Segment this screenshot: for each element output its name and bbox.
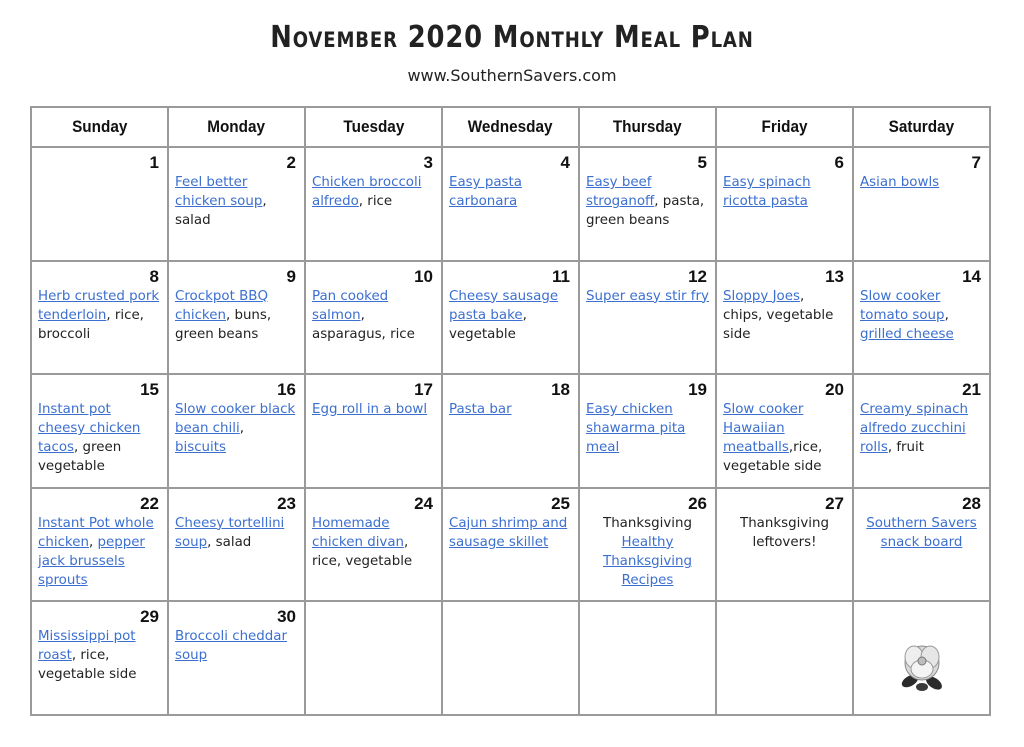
day-cell-4 <box>442 147 579 261</box>
meal-text <box>860 514 983 552</box>
day-number: 26 <box>688 493 707 513</box>
day-number: 27 <box>825 493 844 513</box>
recipe-link[interactable]: Broccoli cheddar soup <box>175 629 288 664</box>
calendar-week-row <box>31 261 990 375</box>
meal-text <box>723 514 846 552</box>
day-number: 13 <box>825 266 844 286</box>
recipe-link[interactable]: Super easy stir fry <box>586 288 709 304</box>
side-dish-text: Thanksgiving leftovers! <box>740 515 829 550</box>
day-cell-13 <box>716 261 853 375</box>
day-number: 20 <box>825 380 844 400</box>
day-number: 21 <box>962 380 981 400</box>
recipe-link[interactable]: Cheesy tortellini soup <box>175 515 285 550</box>
day-cell-26 <box>579 488 716 602</box>
meal-text <box>312 287 435 344</box>
recipe-link[interactable]: Easy pasta carbonara <box>449 175 522 209</box>
recipe-link[interactable]: Instant pot cheesy chicken tacos <box>38 402 141 456</box>
recipe-link[interactable]: Slow cooker Hawaiian meatballs <box>723 402 804 456</box>
side-dish-text: , salad <box>175 194 267 228</box>
empty-day-cell <box>579 601 716 715</box>
calendar-week-row <box>31 147 990 261</box>
recipe-link[interactable]: pepper jack brussels sprouts <box>38 534 145 588</box>
day-number: 8 <box>149 266 159 286</box>
day-cell-30 <box>168 601 305 715</box>
calendar-week-row <box>31 601 990 715</box>
weekday-thursday: Thursday <box>579 107 716 147</box>
meal-text <box>723 173 846 211</box>
day-number: 25 <box>551 493 570 513</box>
side-dish-text: , buns, green beans <box>175 307 272 342</box>
side-dish-text: , pasta, green beans <box>586 194 705 228</box>
side-dish-text: , <box>944 307 949 323</box>
meal-text <box>860 173 983 192</box>
recipe-link[interactable]: Feel better chicken soup <box>175 175 263 209</box>
side-dish-text: ,rice, vegetable side <box>723 440 823 475</box>
meal-text <box>38 400 161 476</box>
recipe-link[interactable]: Creamy spinach alfredo zucchini rolls <box>860 402 968 456</box>
calendar-week-row <box>31 488 990 602</box>
day-number: 23 <box>277 493 296 513</box>
side-dish-text: , salad <box>207 534 252 550</box>
meal-text <box>723 400 846 476</box>
day-cell-20 <box>716 374 853 488</box>
day-cell-29 <box>31 601 168 715</box>
day-cell-2 <box>168 147 305 261</box>
magnolia-flower-icon <box>894 633 950 693</box>
day-number: 19 <box>688 380 707 400</box>
recipe-link[interactable]: Easy chicken shawarma pita meal <box>586 402 686 456</box>
day-cell-17 <box>305 374 442 488</box>
side-dish-text: , chips, vegetable side <box>723 288 834 342</box>
day-cell-25 <box>442 488 579 602</box>
meal-text <box>38 287 161 344</box>
day-number: 2 <box>286 153 296 172</box>
day-cell-22 <box>31 488 168 602</box>
recipe-link[interactable]: biscuits <box>175 440 226 456</box>
day-cell-19 <box>579 374 716 488</box>
day-number: 11 <box>552 266 570 286</box>
day-cell-16 <box>168 374 305 488</box>
recipe-link[interactable]: grilled cheese <box>860 326 954 342</box>
meal-text <box>586 514 709 590</box>
recipe-link[interactable]: Asian bowls <box>860 175 940 190</box>
day-number: 16 <box>277 380 296 400</box>
recipe-link[interactable]: Slow cooker black bean chili <box>175 402 296 437</box>
day-number: 5 <box>697 153 707 172</box>
side-dish-text: , rice <box>358 194 393 209</box>
recipe-link[interactable]: Sloppy Joes <box>723 288 800 304</box>
meal-text <box>449 287 572 344</box>
day-number: 22 <box>140 493 159 513</box>
day-number: 14 <box>962 266 981 286</box>
day-number: 30 <box>277 607 296 627</box>
page-title: November 2020 Monthly Meal Plan <box>270 20 754 55</box>
day-cell-15 <box>31 374 168 488</box>
empty-day-cell <box>442 601 579 715</box>
site-url: www.SouthernSavers.com <box>407 66 617 85</box>
side-dish-text: , <box>88 534 98 550</box>
side-dish-text: , rice, broccoli <box>38 307 144 342</box>
meal-text <box>723 287 846 344</box>
day-cell-10 <box>305 261 442 375</box>
day-cell-14 <box>853 261 990 375</box>
side-dish-text: , <box>239 421 244 437</box>
day-number: 4 <box>560 153 570 172</box>
day-cell-28 <box>853 488 990 602</box>
recipe-link[interactable]: Easy beef stroganoff <box>586 175 655 209</box>
empty-day-cell <box>853 601 990 715</box>
day-cell-21 <box>853 374 990 488</box>
meal-text <box>38 514 161 590</box>
day-number: 3 <box>423 153 433 172</box>
meal-text <box>312 514 435 571</box>
calendar-grid <box>30 106 991 716</box>
weekday-saturday: Saturday <box>853 107 990 147</box>
recipe-link[interactable]: Easy spinach ricotta pasta <box>723 175 811 209</box>
side-dish-text: , vegetable <box>449 307 527 342</box>
meal-text <box>175 173 298 230</box>
day-cell-3 <box>305 147 442 261</box>
day-number: 24 <box>414 493 433 513</box>
day-cell-9 <box>168 261 305 375</box>
side-dish-text: , asparagus, rice <box>312 307 415 342</box>
meal-text <box>312 400 435 419</box>
side-dish-text: , rice, vegetable <box>312 534 413 569</box>
day-number: 10 <box>414 266 433 286</box>
day-number: 18 <box>551 380 570 400</box>
recipe-link[interactable]: Egg roll in a bowl <box>312 402 428 418</box>
recipe-link[interactable]: Chicken broccoli alfredo <box>312 175 422 209</box>
recipe-link[interactable]: Homemade chicken divan <box>312 515 405 550</box>
recipe-link[interactable]: Southern Savers snack board <box>866 515 977 550</box>
recipe-link[interactable]: Cajun shrimp and sausage skillet <box>449 515 568 550</box>
weekday-monday: Monday <box>168 107 305 147</box>
day-cell-8 <box>31 261 168 375</box>
recipe-link[interactable]: Crockpot BBQ chicken <box>175 288 268 323</box>
meal-text <box>860 400 983 457</box>
weekday-sunday: Sunday <box>31 107 168 147</box>
side-dish-text: , green vegetable <box>38 440 122 475</box>
meal-text <box>312 173 435 211</box>
meal-text <box>175 627 298 665</box>
recipe-link[interactable]: Instant Pot whole chicken <box>38 515 154 550</box>
day-cell-11 <box>442 261 579 375</box>
meal-text <box>586 400 709 457</box>
day-number: 29 <box>140 607 159 627</box>
meal-text <box>586 173 709 230</box>
recipe-link[interactable]: Healthy Thanksgiving Recipes <box>603 534 692 588</box>
day-cell-12 <box>579 261 716 375</box>
meal-text <box>586 287 709 306</box>
weekday-friday: Friday <box>716 107 853 147</box>
meal-text <box>175 514 298 552</box>
meal-text <box>449 173 572 211</box>
recipe-link[interactable]: Cheesy sausage pasta bake <box>449 288 559 323</box>
day-number: 17 <box>414 380 433 400</box>
day-number: 28 <box>962 493 981 513</box>
day-cell-7 <box>853 147 990 261</box>
meal-text <box>38 627 161 684</box>
calendar-week-row <box>31 374 990 488</box>
recipe-link[interactable]: Slow cooker tomato soup <box>860 288 945 323</box>
meal-text <box>175 287 298 344</box>
side-dish-text: , fruit <box>887 440 925 456</box>
day-number: 9 <box>286 266 296 286</box>
weekday-tuesday: Tuesday <box>305 107 442 147</box>
meal-text <box>449 514 572 552</box>
recipe-link[interactable]: Pasta bar <box>449 402 512 418</box>
day-number: 12 <box>688 266 707 286</box>
day-cell-27 <box>716 488 853 602</box>
weekday-wednesday: Wednesday <box>442 107 579 147</box>
day-number: 6 <box>834 153 844 172</box>
empty-day-cell <box>716 601 853 715</box>
meal-text <box>449 400 572 419</box>
side-dish-text: Thanksgiving <box>603 515 692 531</box>
meal-text <box>860 287 983 344</box>
empty-day-cell <box>305 601 442 715</box>
day-number: 7 <box>971 153 981 172</box>
side-dish-text: , rice, vegetable side <box>38 648 137 683</box>
day-cell-5 <box>579 147 716 261</box>
day-number: 15 <box>140 380 159 400</box>
day-cell-24 <box>305 488 442 602</box>
day-cell-6 <box>716 147 853 261</box>
meal-text <box>175 400 298 457</box>
day-number: 1 <box>149 153 159 172</box>
recipe-link[interactable]: Pan cooked salmon <box>312 288 389 323</box>
recipe-link[interactable]: Mississippi pot roast <box>38 629 136 664</box>
weekday-header-row <box>31 107 990 147</box>
day-cell-18 <box>442 374 579 488</box>
day-cell-1 <box>31 147 168 261</box>
recipe-link[interactable]: Herb crusted pork tenderloin <box>38 288 160 323</box>
day-cell-23 <box>168 488 305 602</box>
